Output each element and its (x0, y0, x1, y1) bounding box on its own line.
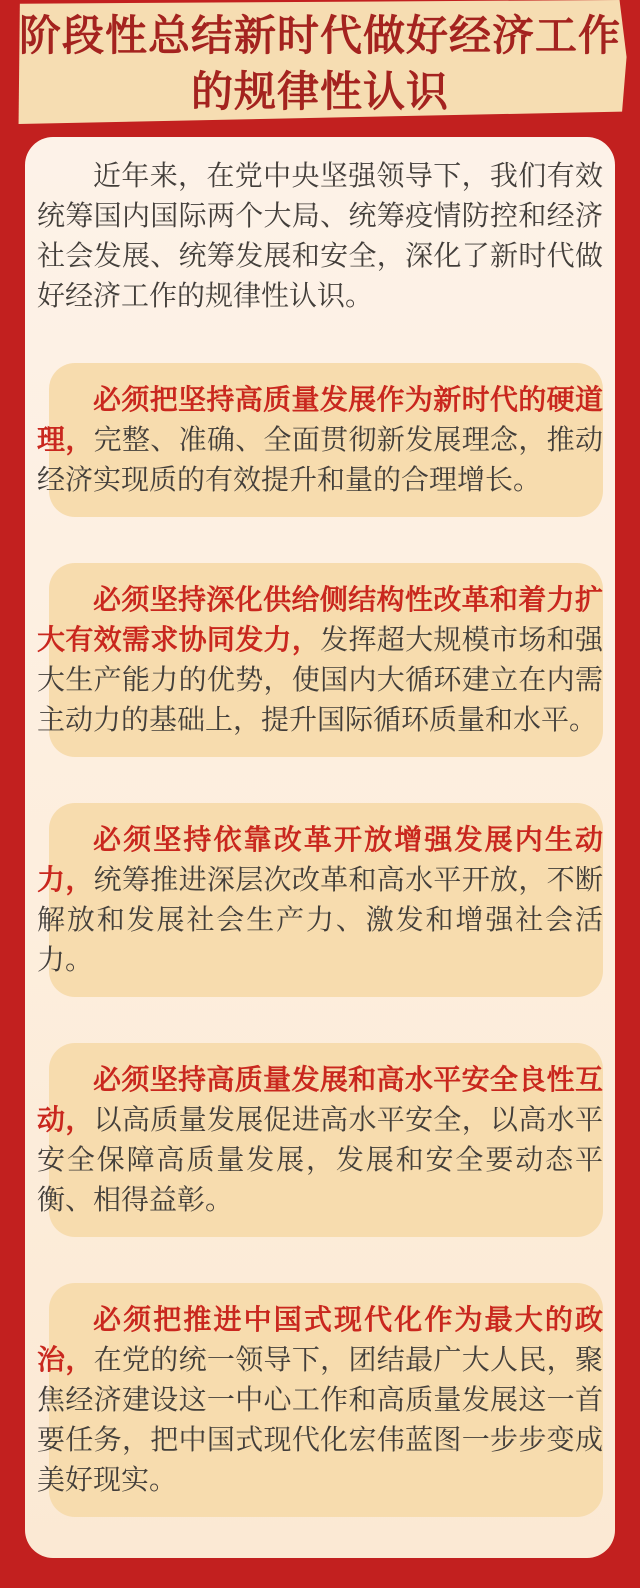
principle-box-5 (37, 1283, 603, 1517)
principle-lead: 必须坚持依靠改革开放增强发展内生动力， (37, 825, 603, 896)
principle-text: 以高质量发展促进高水平安全，以高水平安全保障高质量发展，发展和安全要动态平衡、相得益彰。 (37, 1105, 603, 1216)
principle-lead: 必须坚持深化供给侧结构性改革和着力扩大有效需求协同发力， (37, 585, 603, 656)
principle-paragraph (37, 821, 603, 981)
page-title-line-1: 阶段性总结新时代做好经济工作 (18, 12, 621, 59)
content-card (25, 137, 615, 1558)
principle-lead: 必须把推进中国式现代化作为最大的政治， (37, 1305, 603, 1376)
principle-text: 在党的统一领导下，团结最广大人民，聚焦经济建设这一中心工作和高质量发展这一首要任务，把中国式现代化宏伟蓝图一步步变成美好现实。 (37, 1345, 603, 1496)
principle-paragraph (37, 1301, 603, 1501)
principle-text: 发挥超大规模市场和强大生产能力的优势，使国内大循环建立在内需主动力的基础上，提升国际循环质量和水平。 (37, 625, 603, 736)
page-title (0, 0, 640, 120)
principle-box-1 (37, 363, 603, 517)
principle-paragraph (37, 381, 603, 501)
principle-box-3 (37, 803, 603, 997)
principle-text: 统筹推进深层次改革和高水平开放，不断解放和发展社会生产力、激发和增强社会活力。 (37, 865, 603, 976)
principle-lead: 必须把坚持高质量发展作为新时代的硬道理， (37, 385, 603, 456)
intro-paragraph: 近年来，在党中央坚强领导下，我们有效统筹国内国际两个大局、统筹疫情防控和经济社会发展、统筹发展和安全，深化了新时代做好经济工作的规律性认识。 (37, 161, 603, 312)
principle-paragraph (37, 581, 603, 741)
principle-box-4 (37, 1043, 603, 1237)
principle-text: 完整、准确、全面贯彻新发展理念，推动经济实现质的有效提升和量的合理增长。 (37, 425, 603, 496)
principle-box-2 (37, 563, 603, 757)
principle-paragraph (37, 1061, 603, 1221)
principle-lead: 必须坚持高质量发展和高水平安全良性互动， (37, 1065, 603, 1136)
page-title-line-2: 的规律性认识 (190, 68, 449, 115)
title-banner (0, 0, 640, 124)
